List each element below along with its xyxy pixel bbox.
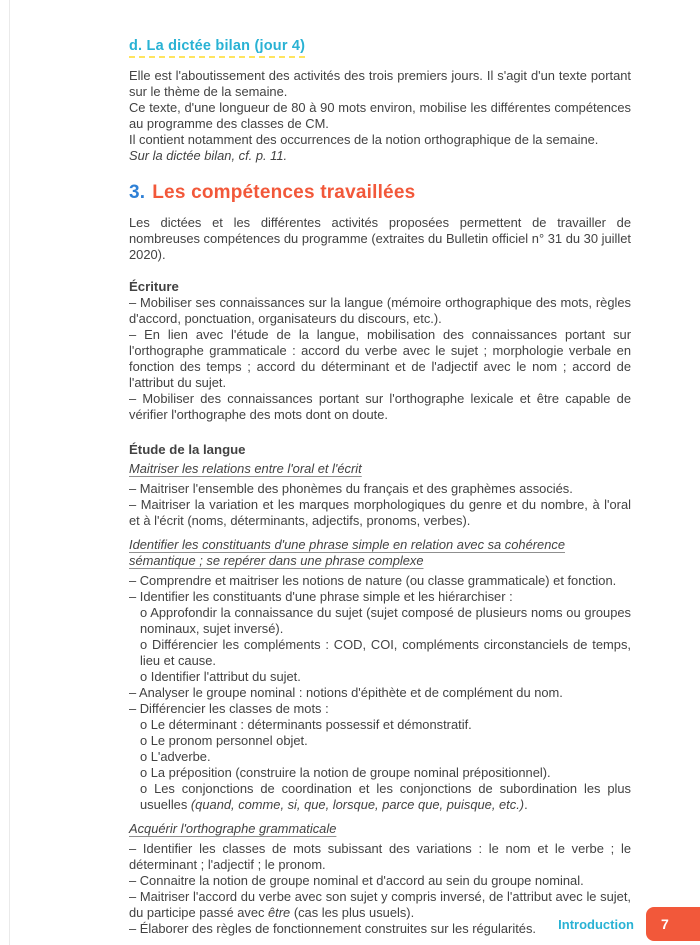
list-item: – Mobiliser ses connaissances sur la langue (mémoire orthographique des mots, règles d'accord, ponctuation, organisateurs du discours, etc.). bbox=[129, 295, 631, 326]
item-text: o Les conjonctions de coordination et les conjonctions de subordination les plus usuelles bbox=[140, 781, 631, 812]
sub-list-item: o Le déterminant : déterminants possessif et démonstratif. bbox=[140, 717, 472, 732]
list-item: – Différencier les classes de mots : bbox=[129, 701, 329, 716]
footer-section-label: Introduction bbox=[558, 917, 634, 932]
sub-list-item: o Différencier les compléments : COD, COI, compléments circonstanciels de temps, lieu et cause. bbox=[140, 637, 631, 668]
subheading-ecriture: Écriture bbox=[129, 279, 179, 294]
paragraph: Ce texte, d'une longueur de 80 à 90 mots environ, mobilise les différentes compétences au programme des classes de CM. bbox=[129, 100, 631, 131]
page-scan-edge bbox=[9, 0, 10, 945]
paragraph: Il contient notamment des occurrences de la notion orthographique de la semaine. bbox=[129, 132, 599, 147]
list-item: – En lien avec l'étude de la langue, mobilisation des connaissances portant sur l'orthographe grammaticale : accord du verbe avec le sujet ; morphologie verbale en fonction des temps ; accord du déterminant et de l'adjectif avec le nom ; accord de l'attribut du sujet. bbox=[129, 327, 631, 390]
item-text: . bbox=[524, 797, 528, 812]
item-text-italic: (quand, comme, si, que, lorsque, parce que, puisque, etc.) bbox=[190, 797, 525, 812]
sub-list-item: o Le pronom personnel objet. bbox=[140, 733, 308, 748]
list-item: – Élaborer des règles de fonctionnement construites sur les régularités. bbox=[129, 921, 536, 936]
list-item: – Maitriser la variation et les marques morphologiques du genre et du nombre, à l'oral et à l'écrit (noms, déterminants, adjectifs, pronoms, verbes). bbox=[129, 497, 631, 528]
list-item bbox=[129, 889, 631, 921]
item-text: – Maitriser l'accord du verbe avec son sujet y compris inversé, de l'attribut avec le sujet, du participe passé avec bbox=[129, 889, 631, 920]
subheading-etude-langue: Étude de la langue bbox=[129, 442, 246, 457]
page-number-tab bbox=[646, 907, 700, 941]
competence-subheading: Maitriser les relations entre l'oral et l'écrit bbox=[129, 461, 362, 476]
sub-list-item: o Identifier l'attribut du sujet. bbox=[140, 669, 301, 684]
sub-list-item bbox=[129, 781, 631, 813]
list-item: – Identifier les classes de mots subissant des variations : le nom et le verbe ; le déterminant ; l'adjectif ; le pronom. bbox=[129, 841, 631, 872]
sub-list-item: o Approfondir la connaissance du sujet (sujet composé de plusieurs noms ou groupes nominaux, sujet inversé). bbox=[140, 605, 631, 636]
sub-list-item: o La préposition (construire la notion de groupe nominal prépositionnel). bbox=[140, 765, 551, 780]
sub-list-item: o L'adverbe. bbox=[140, 749, 211, 764]
list-item: – Identifier les constituants d'une phrase simple et les hiérarchiser : bbox=[129, 589, 513, 604]
list-item: – Connaitre la notion de groupe nominal et d'accord au sein du groupe nominal. bbox=[129, 873, 584, 888]
cross-reference-note: Sur la dictée bilan, cf. p. 11. bbox=[129, 148, 288, 163]
section-heading-competences bbox=[129, 182, 631, 204]
section-title: Les compétences travaillées bbox=[152, 182, 416, 203]
item-text-italic: être bbox=[268, 905, 291, 920]
list-item: – Mobiliser des connaissances portant sur l'orthographe lexicale et être capable de vérifier l'orthographe des mots dont on doute. bbox=[129, 391, 631, 422]
page-content bbox=[129, 38, 631, 937]
paragraph: Elle est l'aboutissement des activités des trois premiers jours. Il s'agit d'un texte portant sur le thème de la semaine. bbox=[129, 68, 631, 99]
section-number: 3. bbox=[129, 182, 146, 203]
section-intro: Les dictées et les différentes activités proposées permettent de travailler de nombreuses compétences du programme (extraites du Bulletin officiel n° 31 du 30 juillet 2020). bbox=[129, 215, 631, 262]
list-item: – Maitriser l'ensemble des phonèmes du français et des graphèmes associés. bbox=[129, 481, 573, 496]
page-number: 7 bbox=[661, 916, 669, 932]
item-text: (cas les plus usuels). bbox=[290, 905, 415, 920]
subsection-heading-dictee-bilan: d. La dictée bilan (jour 4) bbox=[129, 38, 305, 58]
competence-subheading: Acquérir l'orthographe grammaticale bbox=[129, 821, 337, 836]
list-item: – Comprendre et maitriser les notions de nature (ou classe grammaticale) et fonction. bbox=[129, 573, 617, 588]
competence-subheading: Identifier les constituants d'une phrase simple en relation avec sa cohérence sémantique ; se repérer dans une phrase complexe bbox=[129, 537, 565, 568]
list-item: – Analyser le groupe nominal : notions d'épithète et de complément du nom. bbox=[129, 685, 563, 700]
